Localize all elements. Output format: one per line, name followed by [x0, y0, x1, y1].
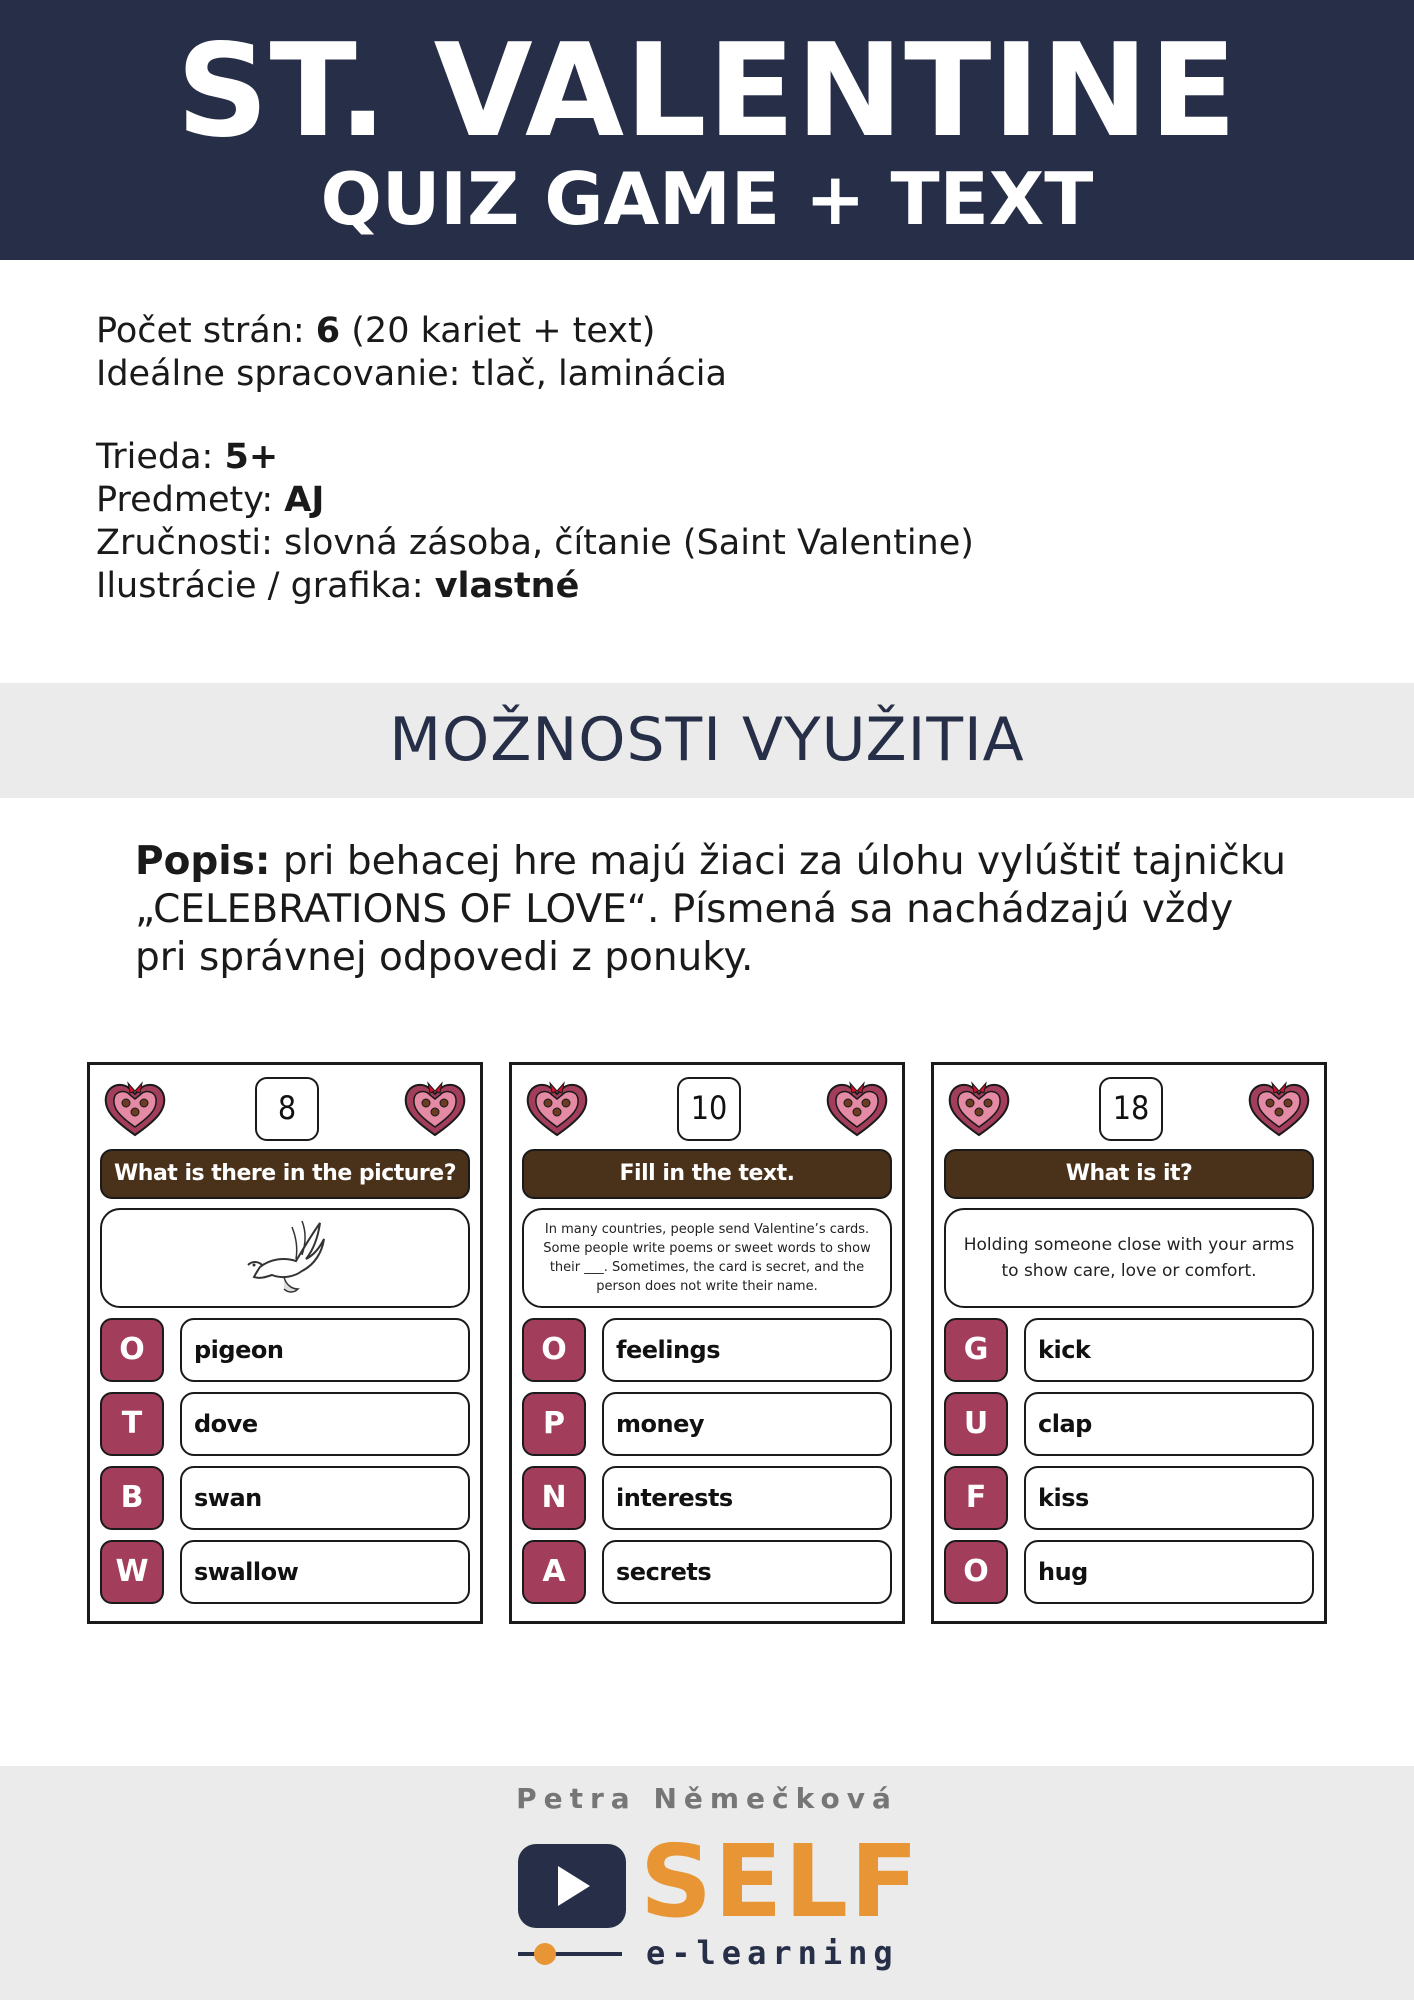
- answer-letter: O: [522, 1318, 586, 1382]
- info-pages-label: Počet strán:: [96, 311, 316, 351]
- section-title: MOŽNOSTI VYUŽITIA: [389, 705, 1025, 775]
- info-illustrations-value: vlastné: [434, 566, 580, 606]
- answer-option: [522, 1466, 892, 1530]
- answer-option: [100, 1466, 470, 1530]
- answer-word: clap: [1024, 1392, 1314, 1456]
- description-line-3: pri správnej odpovedi z ponuky.: [135, 935, 754, 980]
- page-footer: [0, 1766, 1414, 2000]
- page-header: [0, 0, 1414, 260]
- answer-letter: O: [100, 1318, 164, 1382]
- answer-word: dove: [180, 1392, 470, 1456]
- answer-letter: A: [522, 1540, 586, 1604]
- quiz-card: [87, 1062, 483, 1624]
- description-label: Popis:: [135, 839, 271, 884]
- quiz-card: [931, 1062, 1327, 1624]
- card-number: 18: [1099, 1077, 1163, 1141]
- answer-word: swallow: [180, 1540, 470, 1604]
- answer-word: secrets: [602, 1540, 892, 1604]
- description-line-1: [135, 838, 1335, 886]
- info-subjects-value: AJ: [284, 480, 325, 520]
- answer-word: interests: [602, 1466, 892, 1530]
- card-picture-box: [100, 1208, 470, 1308]
- card-text-box: In many countries, people send Valentine’s cards. Some people write poems or sweet words to show their ___. Sometimes, the card is secret, and the person does not write their name.: [522, 1208, 892, 1308]
- quiz-card: [509, 1062, 905, 1624]
- logo-progress-dot: [534, 1943, 556, 1965]
- answer-word: kick: [1024, 1318, 1314, 1382]
- answer-option: [944, 1540, 1314, 1604]
- info-subjects: [96, 479, 974, 522]
- answer-letter: G: [944, 1318, 1008, 1382]
- heart-chocolate-box-icon: [102, 1079, 168, 1139]
- card-question: Fill in the text.: [522, 1149, 892, 1199]
- page-subtitle: QUIZ GAME + TEXT: [320, 157, 1094, 241]
- card-number: 8: [255, 1077, 319, 1141]
- card-question: What is it?: [944, 1149, 1314, 1199]
- answer-option: [522, 1392, 892, 1456]
- answer-letter: B: [100, 1466, 164, 1530]
- answer-letter: O: [944, 1540, 1008, 1604]
- author-name: Petra Němečková: [516, 1782, 898, 1815]
- card-question: What is there in the picture?: [100, 1149, 470, 1199]
- info-pages-suffix: (20 kariet + text): [340, 311, 656, 351]
- answer-word: pigeon: [180, 1318, 470, 1382]
- answer-word: money: [602, 1392, 892, 1456]
- answer-letter: T: [100, 1392, 164, 1456]
- card-text-box: Holding someone close with your arms to show care, love or comfort.: [944, 1208, 1314, 1308]
- logo-wordmark: SELF: [640, 1823, 921, 1940]
- quiz-cards: [87, 1062, 1327, 1624]
- answer-option: [522, 1540, 892, 1604]
- answer-option: [522, 1318, 892, 1382]
- info-illustrations-label: Ilustrácie / grafika:: [96, 566, 435, 606]
- page-title: ST. VALENTINE: [176, 17, 1238, 166]
- description: [135, 838, 1335, 982]
- heart-chocolate-box-icon: [524, 1079, 590, 1139]
- answer-letter: F: [944, 1466, 1008, 1530]
- card-number: 10: [677, 1077, 741, 1141]
- heart-chocolate-box-icon: [824, 1079, 890, 1139]
- answer-word: hug: [1024, 1540, 1314, 1604]
- play-icon: [518, 1844, 626, 1928]
- info-grade-value: 5+: [224, 437, 279, 477]
- answer-word: swan: [180, 1466, 470, 1530]
- heart-chocolate-box-icon: [1246, 1079, 1312, 1139]
- dove-icon: [240, 1215, 330, 1301]
- info-skills: Zručnosti: slovná zásoba, čítanie (Saint Valentine): [96, 523, 974, 563]
- section-band: [0, 683, 1414, 798]
- description-line-2: „CELEBRATIONS OF LOVE“. Písmená sa nachádzajú vždy: [135, 887, 1234, 932]
- answer-letter: N: [522, 1466, 586, 1530]
- answer-option: [944, 1318, 1314, 1382]
- info-pages-value: 6: [315, 311, 341, 351]
- answer-option: [100, 1318, 470, 1382]
- answer-word: kiss: [1024, 1466, 1314, 1530]
- description-text-1: pri behacej hre majú žiaci za úlohu vylúštiť tajničku: [270, 839, 1286, 884]
- answer-option: [944, 1466, 1314, 1530]
- info-illustrations: [96, 565, 974, 608]
- answer-option: [100, 1540, 470, 1604]
- logo-subtitle: e-learning: [646, 1934, 899, 1972]
- heart-chocolate-box-icon: [946, 1079, 1012, 1139]
- answer-letter: W: [100, 1540, 164, 1604]
- answer-letter: P: [522, 1392, 586, 1456]
- answer-option: [100, 1392, 470, 1456]
- heart-chocolate-box-icon: [402, 1079, 468, 1139]
- info-grade-label: Trieda:: [96, 437, 225, 477]
- info-grade: [96, 436, 974, 479]
- answer-option: [944, 1392, 1314, 1456]
- info-pages: [96, 310, 974, 353]
- product-info: [96, 310, 974, 608]
- info-subjects-label: Predmety:: [96, 480, 285, 520]
- answer-word: feelings: [602, 1318, 892, 1382]
- info-processing: Ideálne spracovanie: tlač, laminácia: [96, 354, 727, 394]
- answer-letter: U: [944, 1392, 1008, 1456]
